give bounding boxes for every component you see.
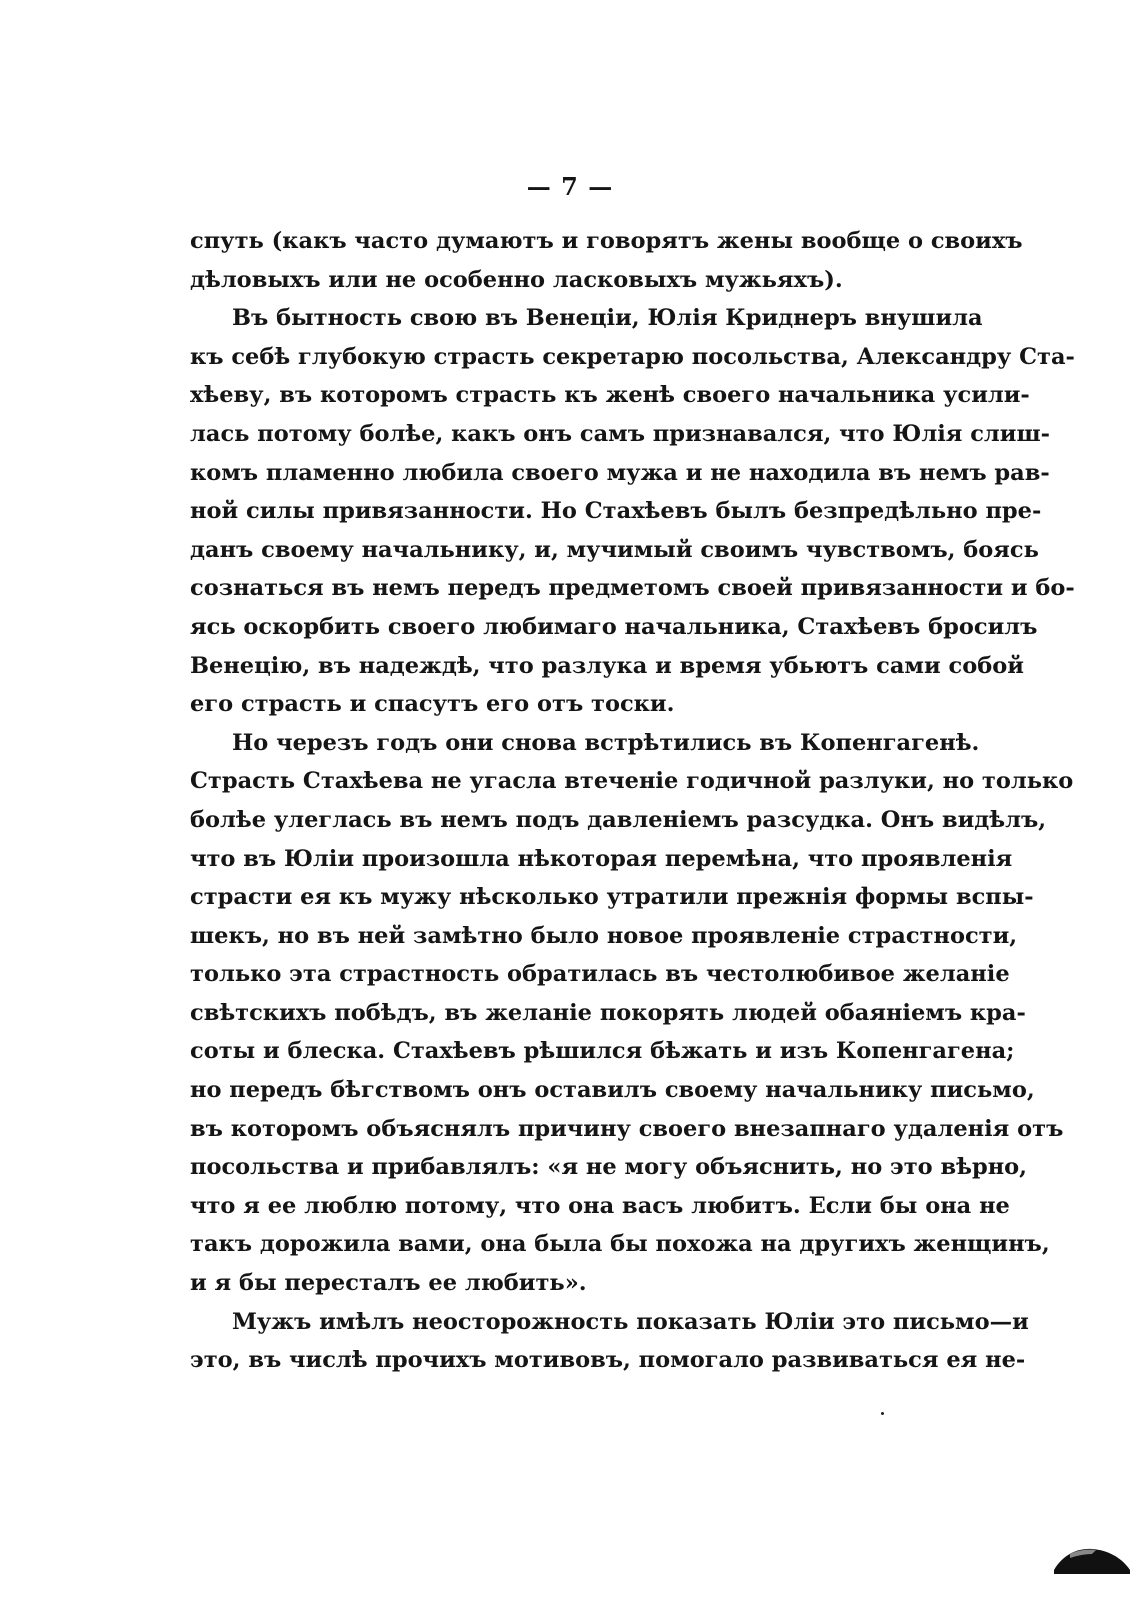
text-line: комъ пламенно любила своего мужа и не находила въ немъ рав- [190,459,1050,486]
text-line: свѣтскихъ побѣдъ, въ желаніе покорять людей обаяніемъ кра- [190,999,1026,1026]
text-line: къ себѣ глубокую страсть секретарю посольства, Александру Ста- [190,343,1075,370]
text-line: данъ своему начальнику, и, мучимый своимъ чувствомъ, боясь [190,536,1039,563]
body-text [190,222,1075,1380]
text-line: Въ бытность свою въ Венеціи, Юлія Криднеръ внушила [232,305,983,332]
text-line: дѣловыхъ или не особенно ласковыхъ мужьяхъ). [190,266,843,293]
text-line: что въ Юліи произошла нѣкоторая перемѣна, что проявленія [190,845,1013,872]
ink-blot-mark [1052,1540,1132,1574]
text-line: Мужъ имѣлъ неосторожность показать Юліи это письмо—и [232,1308,1029,1335]
text-line: его страсть и спасутъ его отъ тоски. [190,691,675,718]
text-line: Страсть Стахѣева не угасла втеченіе годичной разлуки, но только [190,768,1074,795]
text-line: спуть (какъ часто думаютъ и говорятъ жены вообще о своихъ [190,228,1023,254]
text-line: соты и блеска. Стахѣевъ рѣшился бѣжать и изъ Копенгагена; [190,1038,1015,1065]
text-line: шекъ, но въ ней замѣтно было новое проявленіе страстности, [190,922,1018,949]
text-line: въ которомъ объяснялъ причину своего внезапнаго удаленія отъ [190,1115,1064,1142]
text-line: Но черезъ годъ они снова встрѣтились въ Копенгагенѣ. [232,729,980,756]
text-line: и я бы пересталъ ее любить». [190,1270,587,1297]
text-line: болѣе улеглась въ немъ подъ давленіемъ разсудка. Онъ видѣлъ, [190,806,1047,833]
text-line: Венецію, въ надеждѣ, что разлука и время убьютъ сами собой [190,652,1024,679]
text-line: посольства и прибавлялъ: «я не могу объяснить, но это вѣрно, [190,1154,1028,1181]
text-line: что я ее люблю потому, что она васъ любитъ. Если бы она не [190,1192,1010,1219]
text-line: но передъ бѣгствомъ онъ оставилъ своему начальнику письмо, [190,1077,1035,1104]
text-line: хѣеву, въ которомъ страсть къ женѣ своего начальника усили- [190,382,1030,409]
text-line: сознаться въ немъ передъ предметомъ своей привязанности и бо- [190,575,1075,602]
text-line: ной силы привязанности. Но Стахѣевъ былъ безпредѣльно пре- [190,498,1042,525]
text-line: такъ дорожила вами, она была бы похожа на другихъ женщинъ, [190,1231,1050,1258]
text-line: только эта страстность обратилась въ честолюбивое желаніе [190,961,1010,988]
text-line: лась потому болѣе, какъ онъ самъ признавался, что Юлія слиш- [190,420,1050,447]
text-line: это, въ числѣ прочихъ мотивовъ, помогало развиваться ея не- [190,1347,1026,1374]
text-line: ясь оскорбить своего любимаго начальника, Стахѣевъ бросилъ [190,613,1038,640]
page-number: — 7 — [526,172,614,201]
scan-speck [881,1412,884,1415]
text-line: страсти ея къ мужу нѣсколько утратили прежнія формы вспы- [190,884,1034,911]
